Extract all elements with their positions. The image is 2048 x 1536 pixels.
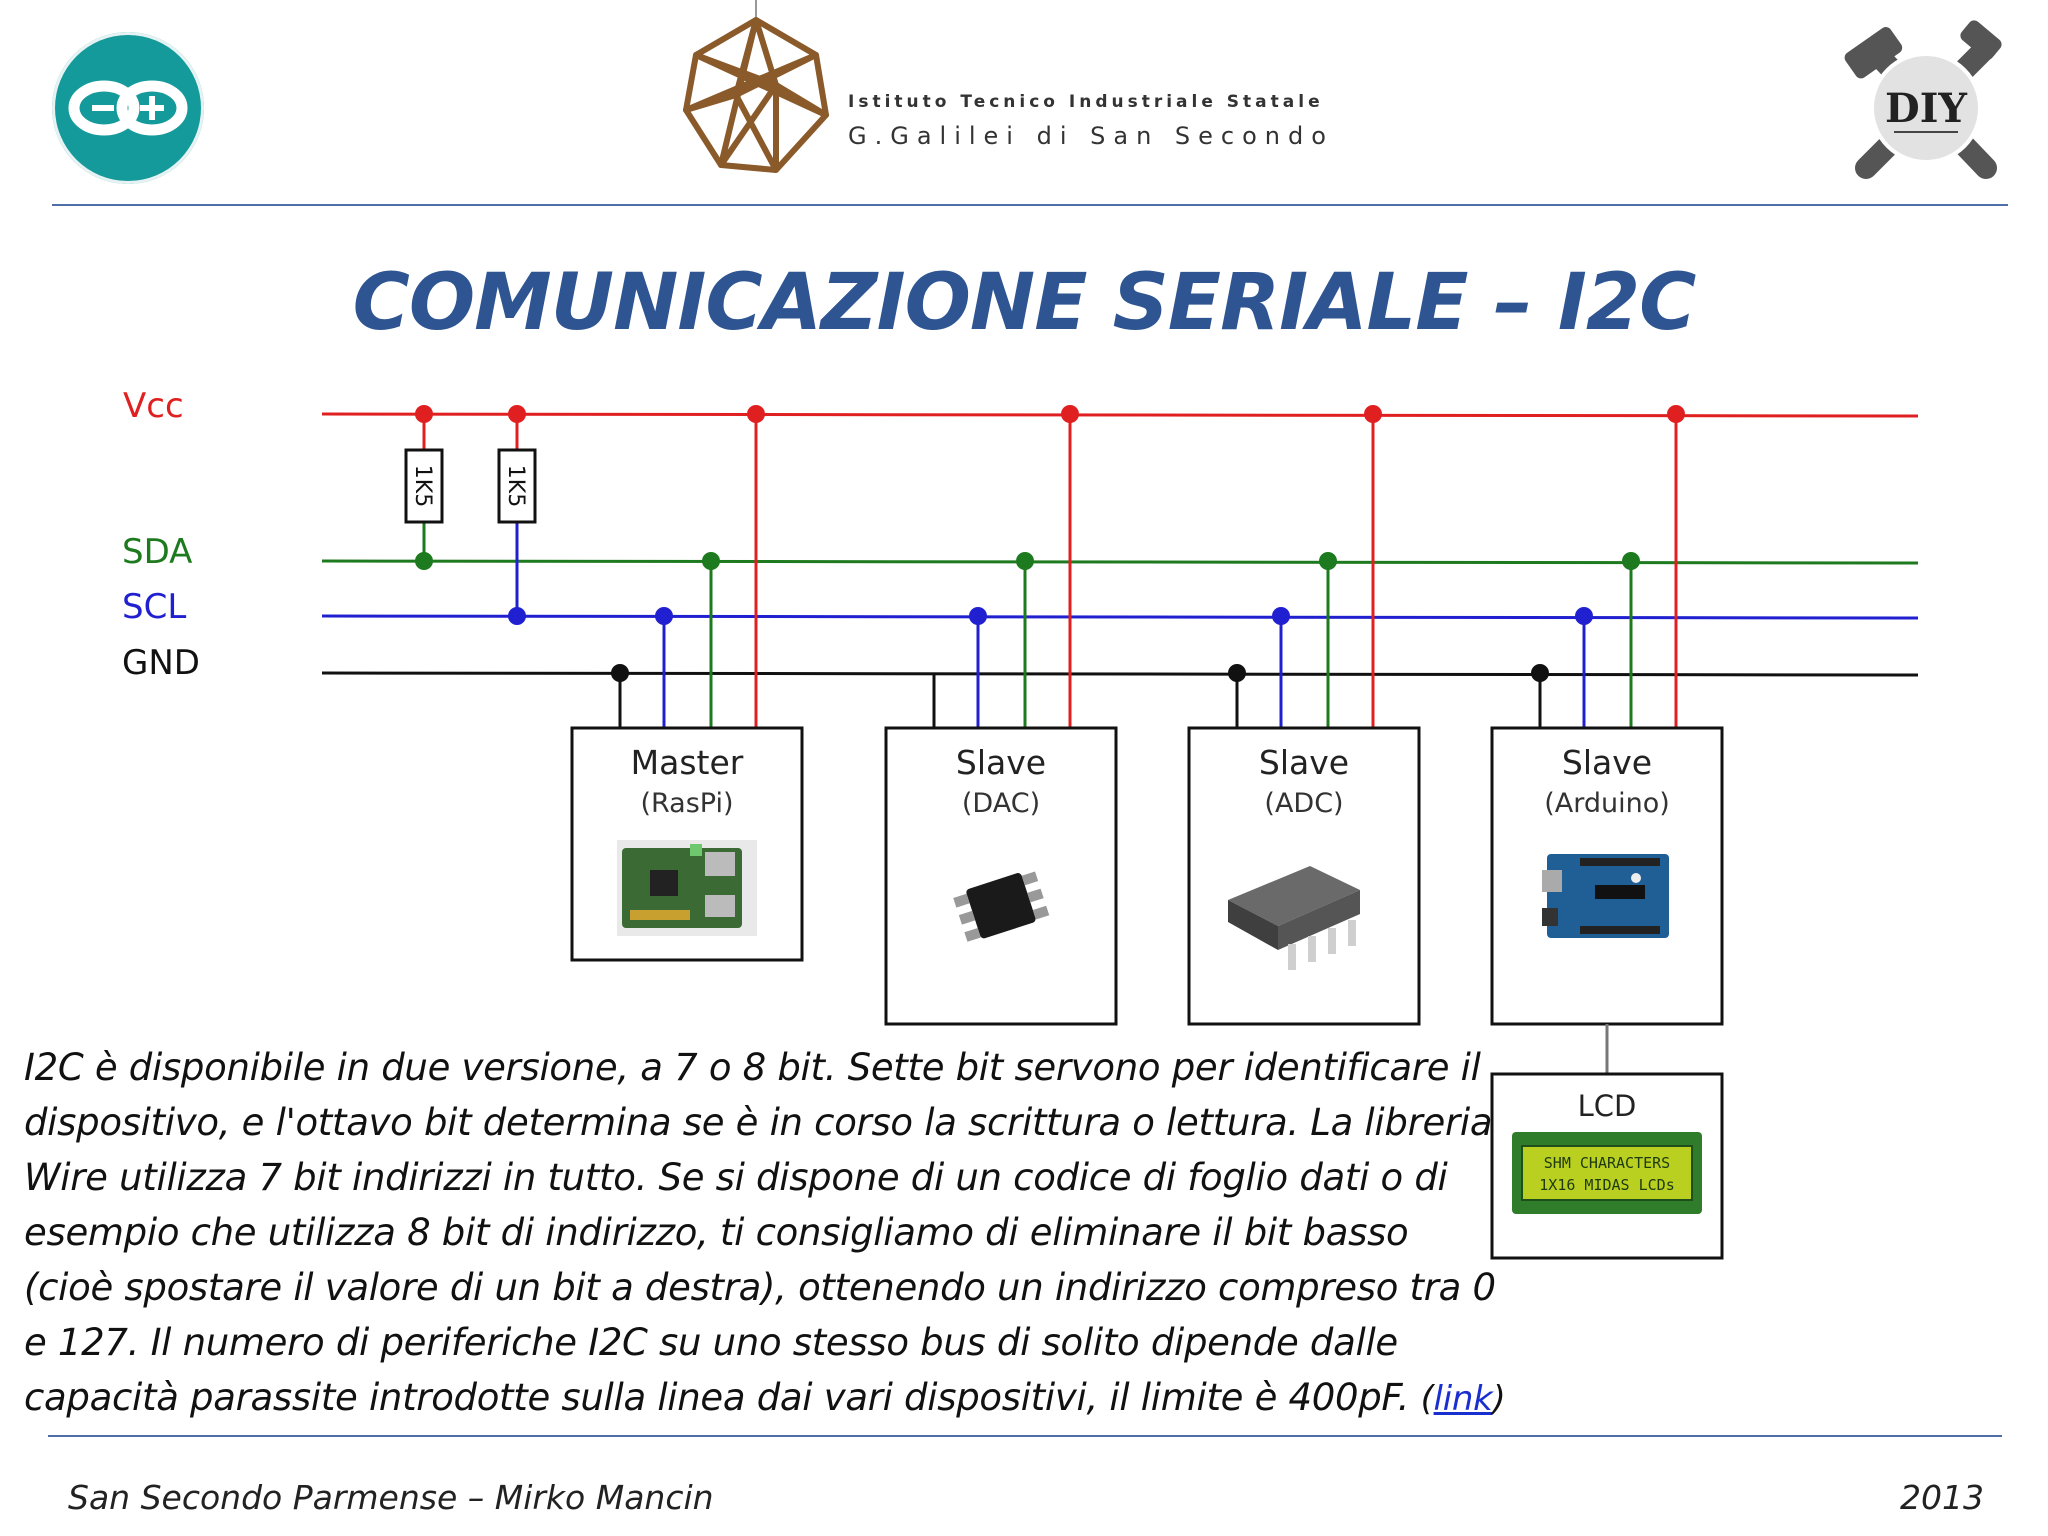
paragraph-line: (cioè spostare il valore di un bit a destra), ottenendo un indirizzo compreso tra 0: [24, 1266, 1496, 1309]
header-divider: [52, 204, 2008, 206]
paragraph-line: e 127. Il numero di periferiche I2C su uno stesso bus di solito dipende dalle: [24, 1321, 1398, 1364]
link-open-paren: (: [1420, 1379, 1434, 1419]
footer-divider: [48, 1435, 2002, 1437]
footer-author: San Secondo Parmense – Mirko Mancin: [68, 1478, 714, 1517]
scl-line: [322, 616, 1918, 618]
school-emblem-icon: [676, 0, 836, 180]
device-name: Slave: [1258, 743, 1350, 782]
device-name: Slave: [1561, 743, 1653, 782]
gnd-line: [322, 673, 1918, 675]
sda-label: SDA: [122, 532, 193, 572]
lcd-module-icon: [1512, 1132, 1702, 1214]
school-name-line2: G.Galilei di San Secondo: [848, 122, 1334, 150]
slave-adc-device: [1189, 405, 1419, 1024]
lcd-screen-line2: 1X16 MIDAS LCDs: [1539, 1176, 1675, 1194]
lcd-screen-line1: SHM CHARACTERS: [1543, 1154, 1671, 1172]
paragraph-line: esempio che utilizza 8 bit di indirizzo, ti consigliamo di eliminare il bit basso: [24, 1211, 1409, 1254]
slave-arduino-device: [1492, 405, 1722, 1024]
device-sub: (Arduino): [1544, 788, 1670, 819]
device-name: Master: [630, 743, 744, 782]
paragraph-line-last: [24, 1370, 1524, 1427]
master-device: [572, 405, 802, 960]
paragraph-line: I2C è disponibile in due versione, a 7 o 8 bit. Sette bit servono per identificare il: [24, 1046, 1481, 1089]
gnd-label: GND: [122, 643, 200, 683]
lcd-label: LCD: [1577, 1089, 1637, 1123]
device-sub: (ADC): [1264, 788, 1344, 819]
vcc-label: Vcc: [123, 386, 184, 426]
device-name: Slave: [955, 743, 1047, 782]
paragraph-line: Wire utilizza 7 bit indirizzi in tutto. Se si dispone di un codice di foglio dati o di: [24, 1156, 1448, 1199]
resistor-value: 1K5: [503, 464, 528, 508]
scl-label: SCL: [122, 587, 187, 627]
lcd-device: [1492, 1074, 1722, 1258]
paragraph-line: capacità parassite introdotte sulla linea dai vari dispositivi, il limite è 400pF.: [24, 1376, 1410, 1419]
arduino-board-icon: [1542, 854, 1669, 938]
resistor-value: 1K5: [410, 464, 435, 508]
device-sub: (DAC): [961, 788, 1041, 819]
description-paragraph: [24, 1040, 1524, 1427]
diy-logo-text: DIY: [1885, 85, 1967, 132]
device-sub: (RasPi): [640, 788, 734, 819]
diy-tools-logo: [1836, 18, 2016, 193]
reference-link[interactable]: link: [1433, 1379, 1493, 1419]
slave-dac-device: [886, 405, 1116, 1024]
sda-line: [322, 561, 1918, 563]
paragraph-line: dispositivo, e l'ottavo bit determina se è in corso la scrittura o lettura. La libreria: [24, 1101, 1493, 1144]
school-name-line1: Istituto Tecnico Industriale Statale: [848, 92, 1324, 112]
raspberry-pi-board-icon: [617, 840, 757, 936]
page-title: COMUNICAZIONE SERIALE – I2C: [352, 258, 1696, 348]
arduino-logo: [52, 32, 204, 184]
footer-year: 2013: [1900, 1478, 1984, 1517]
link-close-paren: ): [1492, 1379, 1506, 1419]
